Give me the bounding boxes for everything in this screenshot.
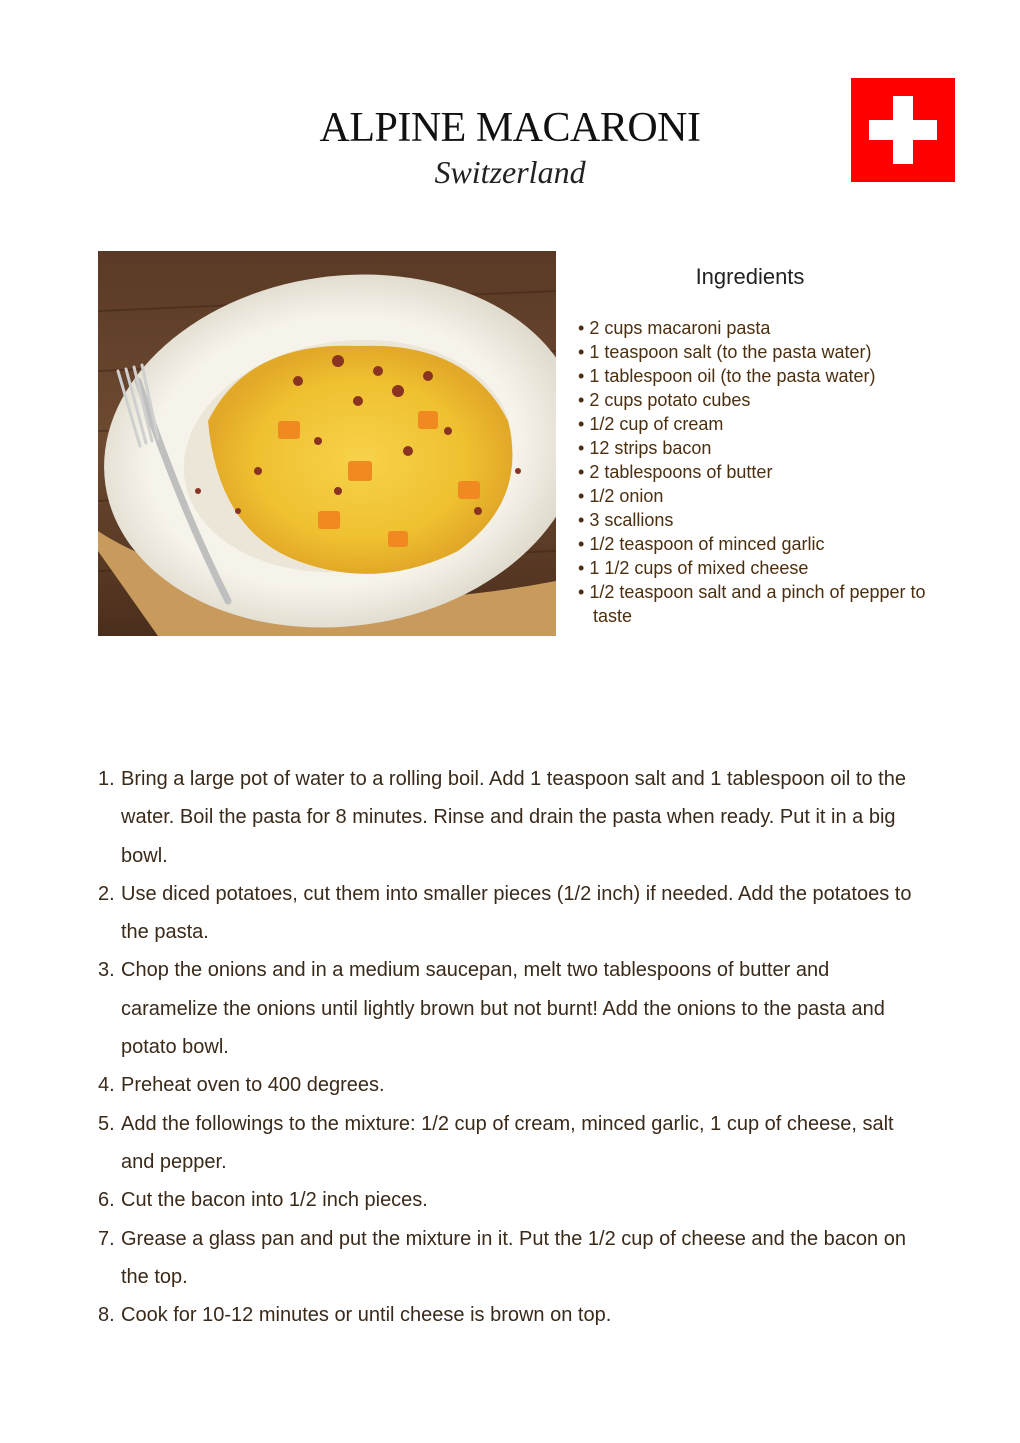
list-item: • 2 cups potato cubes: [578, 388, 958, 412]
list-item: • 1/2 cup of cream: [578, 412, 958, 436]
list-item: • 3 scallions: [578, 508, 958, 532]
step-text: Bring a large pot of water to a rolling boil. Add 1 teaspoon salt and 1 tablespoon oil to the water. Boil the pasta for 8 minutes. Rinse and drain the pasta when ready. Put it in a big bowl.: [121, 768, 906, 867]
step-number: 5.: [98, 1112, 115, 1135]
list-item: • 2 cups macaroni pasta: [578, 316, 958, 340]
recipe-country: Switzerland: [434, 154, 586, 190]
step-number: 8.: [98, 1304, 115, 1327]
ingredients-list: [578, 316, 958, 628]
step-text: Chop the onions and in a medium saucepan, melt two tablespoons of butter and caramelize the onions until lightly brown but not burnt! Add the onions to the pasta and potato bowl.: [121, 959, 885, 1059]
list-item: • 1 1/2 cups of mixed cheese: [578, 556, 958, 580]
list-item: • 1/2 teaspoon of minced garlic: [578, 532, 958, 556]
dish-photo: [98, 251, 556, 636]
list-item: • 12 strips bacon: [578, 436, 958, 460]
instruction-step: [98, 1066, 928, 1104]
step-number: 7.: [98, 1227, 115, 1250]
instruction-step: [98, 1296, 928, 1334]
list-item: • 1 teaspoon salt (to the pasta water): [578, 340, 958, 364]
swiss-flag-icon: [851, 78, 955, 182]
step-text: Add the followings to the mixture: 1/2 cup of cream, minced garlic, 1 cup of cheese, salt and pepper.: [121, 1112, 894, 1173]
instruction-step: [98, 951, 928, 1066]
step-number: 3.: [98, 959, 115, 982]
instruction-step: [98, 875, 928, 952]
step-text: Use diced potatoes, cut them into smaller pieces (1/2 inch) if needed. Add the potatoes to the pasta.: [121, 882, 912, 944]
instructions-list: [98, 760, 928, 1334]
list-item: • 1 tablespoon oil (to the pasta water): [578, 364, 958, 388]
ingredients-heading: Ingredients: [695, 264, 805, 289]
step-number: 2.: [98, 882, 115, 905]
instruction-step: [98, 1181, 928, 1219]
step-number: 4.: [98, 1074, 115, 1097]
step-number: 1.: [98, 768, 115, 790]
recipe-title: ALPINE MACARONI: [319, 105, 701, 151]
step-number: 6.: [98, 1189, 115, 1212]
step-text: Grease a glass pan and put the mixture in it. Put the 1/2 cup of cheese and the bacon on the top.: [121, 1227, 906, 1288]
instruction-step: [98, 1105, 928, 1182]
instruction-step: [98, 760, 928, 875]
step-text: Cook for 10-12 minutes or until cheese is brown on top.: [121, 1304, 612, 1327]
list-item: • 2 tablespoons of butter: [578, 460, 958, 484]
step-text: Preheat oven to 400 degrees.: [121, 1074, 385, 1097]
list-item: • 1/2 teaspoon salt and a pinch of pepper to taste: [578, 580, 958, 628]
step-text: Cut the bacon into 1/2 inch pieces.: [121, 1189, 428, 1212]
list-item: • 1/2 onion: [578, 484, 958, 508]
instruction-step: [98, 1220, 928, 1297]
